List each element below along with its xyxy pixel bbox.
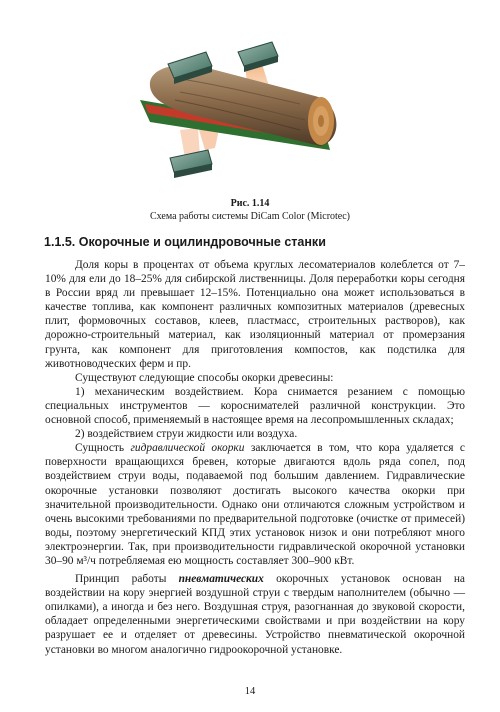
paragraph-4: 2) воздействием струи жидкости или воздуха. (75, 428, 298, 441)
section-heading: 1.1.5. Окорочные и оцилиндровочные станки (44, 235, 326, 249)
figure-number: Рис. 1.14 (230, 198, 270, 209)
page-number: 14 (244, 686, 256, 697)
body-text (45, 258, 465, 657)
paragraph-3: 1) механическим воздействием. Кора снимается резанием с помощью специальных инструментов — короснимателей различной конструкции. Это основной способ, применяемый в настоящее время на лесопромышленных складах; (45, 385, 465, 427)
paragraph-2: Существуют следующие способы окорки древесины: (75, 371, 334, 384)
term-pneumatic: пневматических (178, 573, 264, 586)
paragraph-5-lead: Сущность (75, 442, 131, 455)
paragraph-6-rest: окорочных установок основан на воздействии на кору энергией воздушной струи с твердым наполнителем (обычно — опилками), а иногда и без него. Воздушная струя, разогнанная до звуковой скорости, обладает определенными энергетическими свойствами и при воздействии на кору разрушает ее и отделяет от древесины. Устройство пневматической окорочной установки во многом аналогично гидроокорочной установке. (45, 573, 465, 656)
figure-caption: Схема работы системы DiCam Color (Microtec) (149, 211, 351, 222)
paragraph-5 (45, 441, 465, 568)
camera-top-right-icon (238, 42, 278, 72)
paragraph-6-lead: Принцип работы (75, 573, 179, 586)
term-hydraulic-debarking: гидравлической окорки (130, 442, 245, 455)
paragraph-5-rest: заключается в том, что кора удаляется с поверхности вращающихся бревен, которые двигаются вдоль ряда сопел, под воздействием струи воды, подаваемой под большим давлением. Гидравлические окорочные установки позволяют достигать высокого качества окорки при значительной производительности. Однако они отличаются сложным устройством и очень высокими требованиями по предварительной подготовке (очистке от примесей) воды, поэтому энергетический КПД этих установок низок и они потребляют много электроэнергии. Так, при производительности гидравлической окорочной установки 30–90 м³/ч потребляемая ею мощность составляет 300–900 кВт. (45, 442, 465, 567)
paragraph-6 (45, 572, 465, 657)
figure-dicam-illustration (0, 0, 500, 200)
paragraph-1: Доля коры в процентах от объема круглых лесоматериалов колеблется от 7–10% для ели до 18–25% для сибирской лиственницы. Доля переработки коры сегодня в России вряд ли превышает 12–15%. Потенциально она может использоваться в качестве топлива, как компонент различных композитных материалов (древесных плит, формовочных составов, клеев, пластмасс, строительных растворов), как дорожно-строительный материал, как изоляционный материал от промерзания грунта, как компонент для приготовления компостов, как подстилка для животноводческих ферм и пр. (45, 259, 465, 370)
camera-bottom-icon (170, 150, 212, 178)
